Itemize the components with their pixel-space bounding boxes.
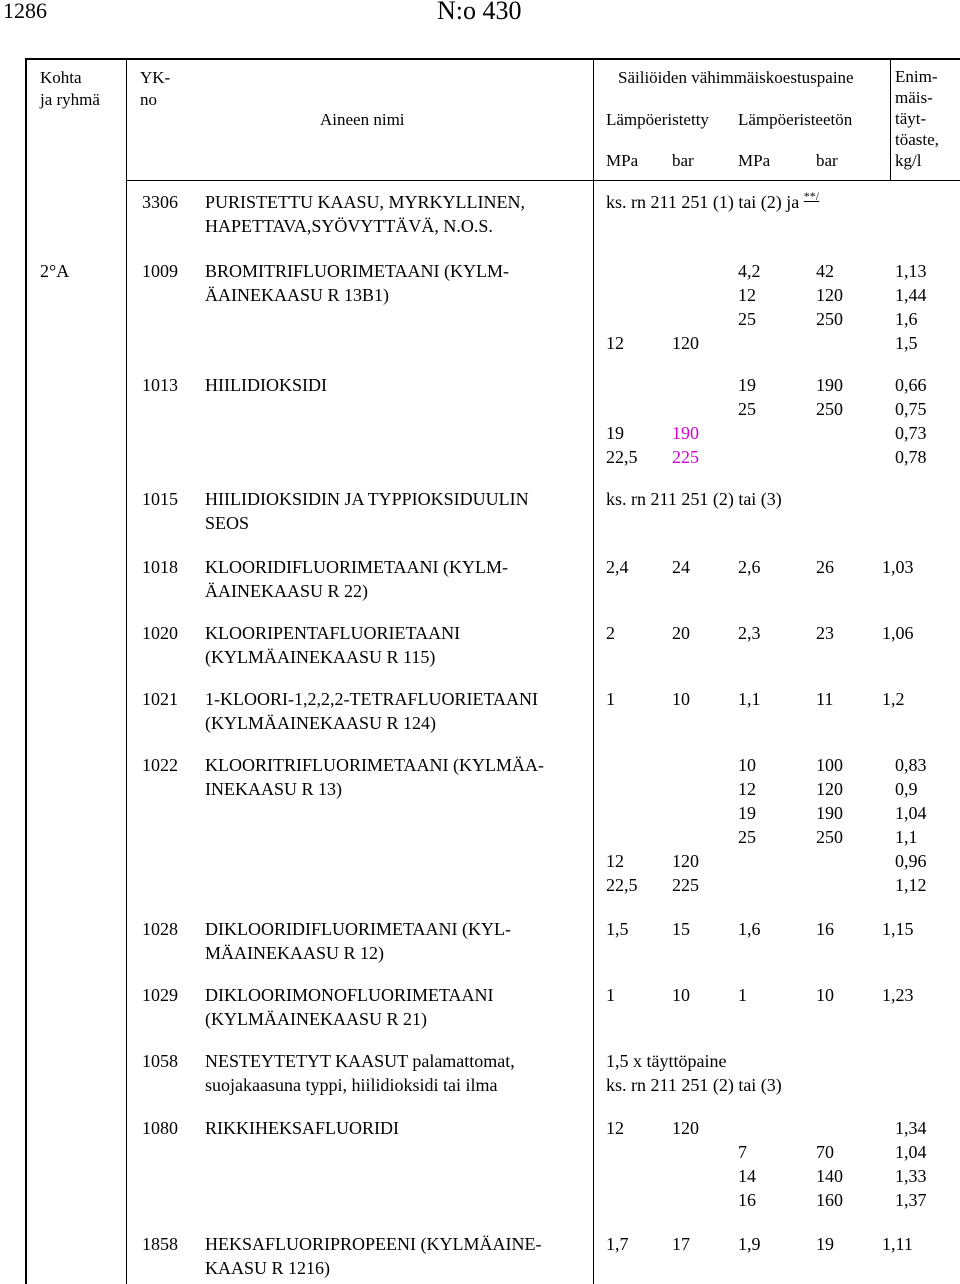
max-fill: 1,06 [882,623,914,643]
substance-name: KLOORIDIFLUORIMETAANI (KYLM- [205,557,509,577]
uninsulated-mpa: 25 [738,309,756,329]
uninsulated-mpa: 14 [738,1166,756,1186]
insulated-bar: 17 [672,1234,690,1254]
col-divider-name [593,58,594,1284]
insulated-bar: 24 [672,557,690,577]
uninsulated-mpa: 1,6 [738,919,761,939]
insulated-mpa: 19 [606,423,624,443]
max-fill: 1,6 [895,309,918,329]
min-pressure-header: Säiliöiden vähimmäiskoestuspaine [618,68,854,87]
max-fill: 1,03 [882,557,914,577]
max-fill: 1,12 [895,875,927,895]
un-number: 1018 [142,557,178,577]
uninsulated-bar: 11 [816,689,834,709]
un-number: 1009 [142,261,178,281]
insulated-mpa: 1 [606,985,615,1005]
insulated-bar: 190 [672,423,699,443]
max-fill: 0,75 [895,399,927,419]
yk-header-1: YK- [140,68,171,87]
max-fill: 1,44 [895,285,927,305]
uninsulated-mpa: 25 [738,827,756,847]
max-fill: 1,11 [882,1234,913,1254]
uninsulated-mpa: 4,2 [738,261,761,281]
uninsulated-mpa: 12 [738,285,756,305]
uninsulated-bar: 190 [816,803,843,823]
max-fill-header-line: Enim- [895,67,938,86]
insulated-mpa: 1 [606,689,615,709]
insulated-mpa: 22,5 [606,447,638,467]
uninsulated-bar: 26 [816,557,834,577]
footnote-marker: **/ [803,189,820,203]
insulated-bar: 10 [672,985,690,1005]
uninsulated-bar: 120 [816,285,843,305]
substance-name: HEKSAFLUORIPROPEENI (KYLMÄAINE- [205,1234,542,1254]
insulated-bar: 120 [672,333,699,353]
uninsulated-mpa: 1,9 [738,1234,761,1254]
uninsulated-mpa: 10 [738,755,756,775]
reference-note: ks. rn 211 251 (2) tai (3) [606,1075,782,1095]
uninsulated-bar: 42 [816,261,834,281]
substance-name: ÄAINEKAASU R 13B1) [205,285,389,305]
max-fill: 1,5 [895,333,918,353]
uninsulated-bar: 250 [816,309,843,329]
substance-name: MÄAINEKAASU R 12) [205,943,384,963]
substance-name: PURISTETTU KAASU, MYRKYLLINEN, [205,192,525,212]
insulated-bar: 20 [672,623,690,643]
substance-name: RIKKIHEKSAFLUORIDI [205,1118,399,1138]
bar-header-2: bar [816,151,838,170]
reference-note: ks. rn 211 251 (2) tai (3) [606,489,782,509]
kohta-header-2: ja ryhmä [40,90,100,109]
reference-note-text: ks. rn 211 251 (1) tai (2) ja [606,192,804,212]
max-fill-header-line: kg/l [895,151,922,170]
uninsulated-mpa: 16 [738,1190,756,1210]
max-fill: 1,33 [895,1166,927,1186]
uninsulated-bar: 19 [816,1234,834,1254]
reference-note [606,190,819,216]
max-fill: 0,9 [895,779,918,799]
max-fill: 1,13 [895,261,927,281]
substance-name: KAASU R 1216) [205,1258,331,1278]
substance-name: HIILIDIOKSIDI [205,375,327,395]
uninsulated-bar: 120 [816,779,843,799]
uninsulated-mpa: 2,6 [738,557,761,577]
insulated-mpa: 12 [606,851,624,871]
uninsulated-bar: 70 [816,1142,834,1162]
uninsulated-bar: 190 [816,375,843,395]
substance-name: INEKAASU R 13) [205,779,342,799]
uninsulated-mpa: 2,3 [738,623,761,643]
max-fill: 1,2 [882,689,905,709]
uninsulated-mpa: 12 [738,779,756,799]
max-fill: 1,34 [895,1118,927,1138]
substance-name: (KYLMÄAINEKAASU R 21) [205,1009,427,1029]
substance-name: suojakaasuna typpi, hiilidioksidi tai ilma [205,1075,498,1095]
uninsulated-mpa: 7 [738,1142,747,1162]
uninsulated-bar: 250 [816,399,843,419]
uninsulated-mpa: 19 [738,375,756,395]
yk-header-2: no [140,90,157,109]
max-fill: 0,83 [895,755,927,775]
substance-name: (KYLMÄAINEKAASU R 115) [205,647,436,667]
substance-name: SEOS [205,513,250,533]
insulated-mpa: 1,5 [606,919,629,939]
insulated-mpa: 2,4 [606,557,629,577]
max-fill: 1,1 [895,827,918,847]
uninsulated-bar: 250 [816,827,843,847]
un-number: 1021 [142,689,178,709]
top-border [25,58,960,60]
max-fill: 0,78 [895,447,927,467]
uninsulated-bar: 23 [816,623,834,643]
un-number: 1858 [142,1234,178,1254]
uninsulated-bar: 16 [816,919,834,939]
reference-note: 1,5 x täyttöpaine [606,1051,727,1071]
col-divider-max [890,58,891,180]
max-fill-header-line: mäis- [895,88,933,107]
insulated-mpa: 1,7 [606,1234,629,1254]
bar-header-1: bar [672,151,694,170]
max-fill: 1,15 [882,919,914,939]
substance-name: KLOORITRIFLUORIMETAANI (KYLMÄA- [205,755,545,775]
un-number: 3306 [142,192,178,212]
substance-name: KLOORIPENTAFLUORIETAANI [205,623,461,643]
col-divider-kohta [126,58,127,1284]
uninsulated-mpa: 1,1 [738,689,761,709]
uninsulated-bar: 160 [816,1190,843,1210]
kohta-header-1: Kohta [40,68,82,87]
substance-name: 1-KLOORI-1,2,2,2-TETRAFLUORIETAANI [205,689,539,709]
max-fill: 0,96 [895,851,927,871]
header-divider [126,180,960,181]
substance-name: ÄAINEKAASU R 22) [205,581,368,601]
substance-name: BROMITRIFLUORIMETAANI (KYLM- [205,261,510,281]
aine-header: Aineen nimi [320,110,405,129]
un-number: 1028 [142,919,178,939]
document-number: N:o 430 [437,0,522,25]
max-fill-header [895,66,939,171]
un-number: 1080 [142,1118,178,1138]
kohta-group: 2°A [40,261,70,281]
substance-name: DIKLOORIDIFLUORIMETAANI (KYL- [205,919,512,939]
mpa-header-2: MPa [738,151,771,170]
max-fill: 1,23 [882,985,914,1005]
un-number: 1029 [142,985,178,1005]
mpa-header-1: MPa [606,151,639,170]
uninsulated-mpa: 1 [738,985,747,1005]
insulated-mpa: 22,5 [606,875,638,895]
insulated-bar: 120 [672,1118,699,1138]
max-fill-header-line: täyt- [895,109,927,128]
insulated-mpa: 12 [606,333,624,353]
insulated-bar: 10 [672,689,690,709]
max-fill-header-line: töaste, [895,130,939,149]
insulated-bar: 15 [672,919,690,939]
un-number: 1020 [142,623,178,643]
un-number: 1013 [142,375,178,395]
max-fill: 1,04 [895,1142,927,1162]
uninsulated-bar: 10 [816,985,834,1005]
insulated-mpa: 12 [606,1118,624,1138]
max-fill: 1,04 [895,803,927,823]
max-fill: 1,37 [895,1190,927,1210]
insulated-bar: 225 [672,447,699,467]
substance-name: HAPETTAVA,SYÖVYTTÄVÄ, N.O.S. [205,216,493,236]
substance-name: HIILIDIOKSIDIN JA TYPPIOKSIDUULIN [205,489,529,509]
substance-name: (KYLMÄAINEKAASU R 124) [205,713,436,733]
substance-name: NESTEYTETYT KAASUT palamattomat, [205,1051,515,1071]
insulated-mpa: 2 [606,623,615,643]
un-number: 1022 [142,755,178,775]
max-fill: 0,66 [895,375,927,395]
insulated-header: Lämpöeristetty [606,110,709,129]
uninsulated-bar: 100 [816,755,843,775]
page-number: 1286 [3,0,47,23]
uninsulated-bar: 140 [816,1166,843,1186]
substance-name: DIKLOORIMONOFLUORIMETAANI [205,985,494,1005]
uninsulated-header: Lämpöeristeetön [738,110,853,129]
un-number: 1015 [142,489,178,509]
uninsulated-mpa: 19 [738,803,756,823]
max-fill: 0,73 [895,423,927,443]
un-number: 1058 [142,1051,178,1071]
uninsulated-mpa: 25 [738,399,756,419]
insulated-bar: 225 [672,875,699,895]
insulated-bar: 120 [672,851,699,871]
left-border [25,58,27,1284]
